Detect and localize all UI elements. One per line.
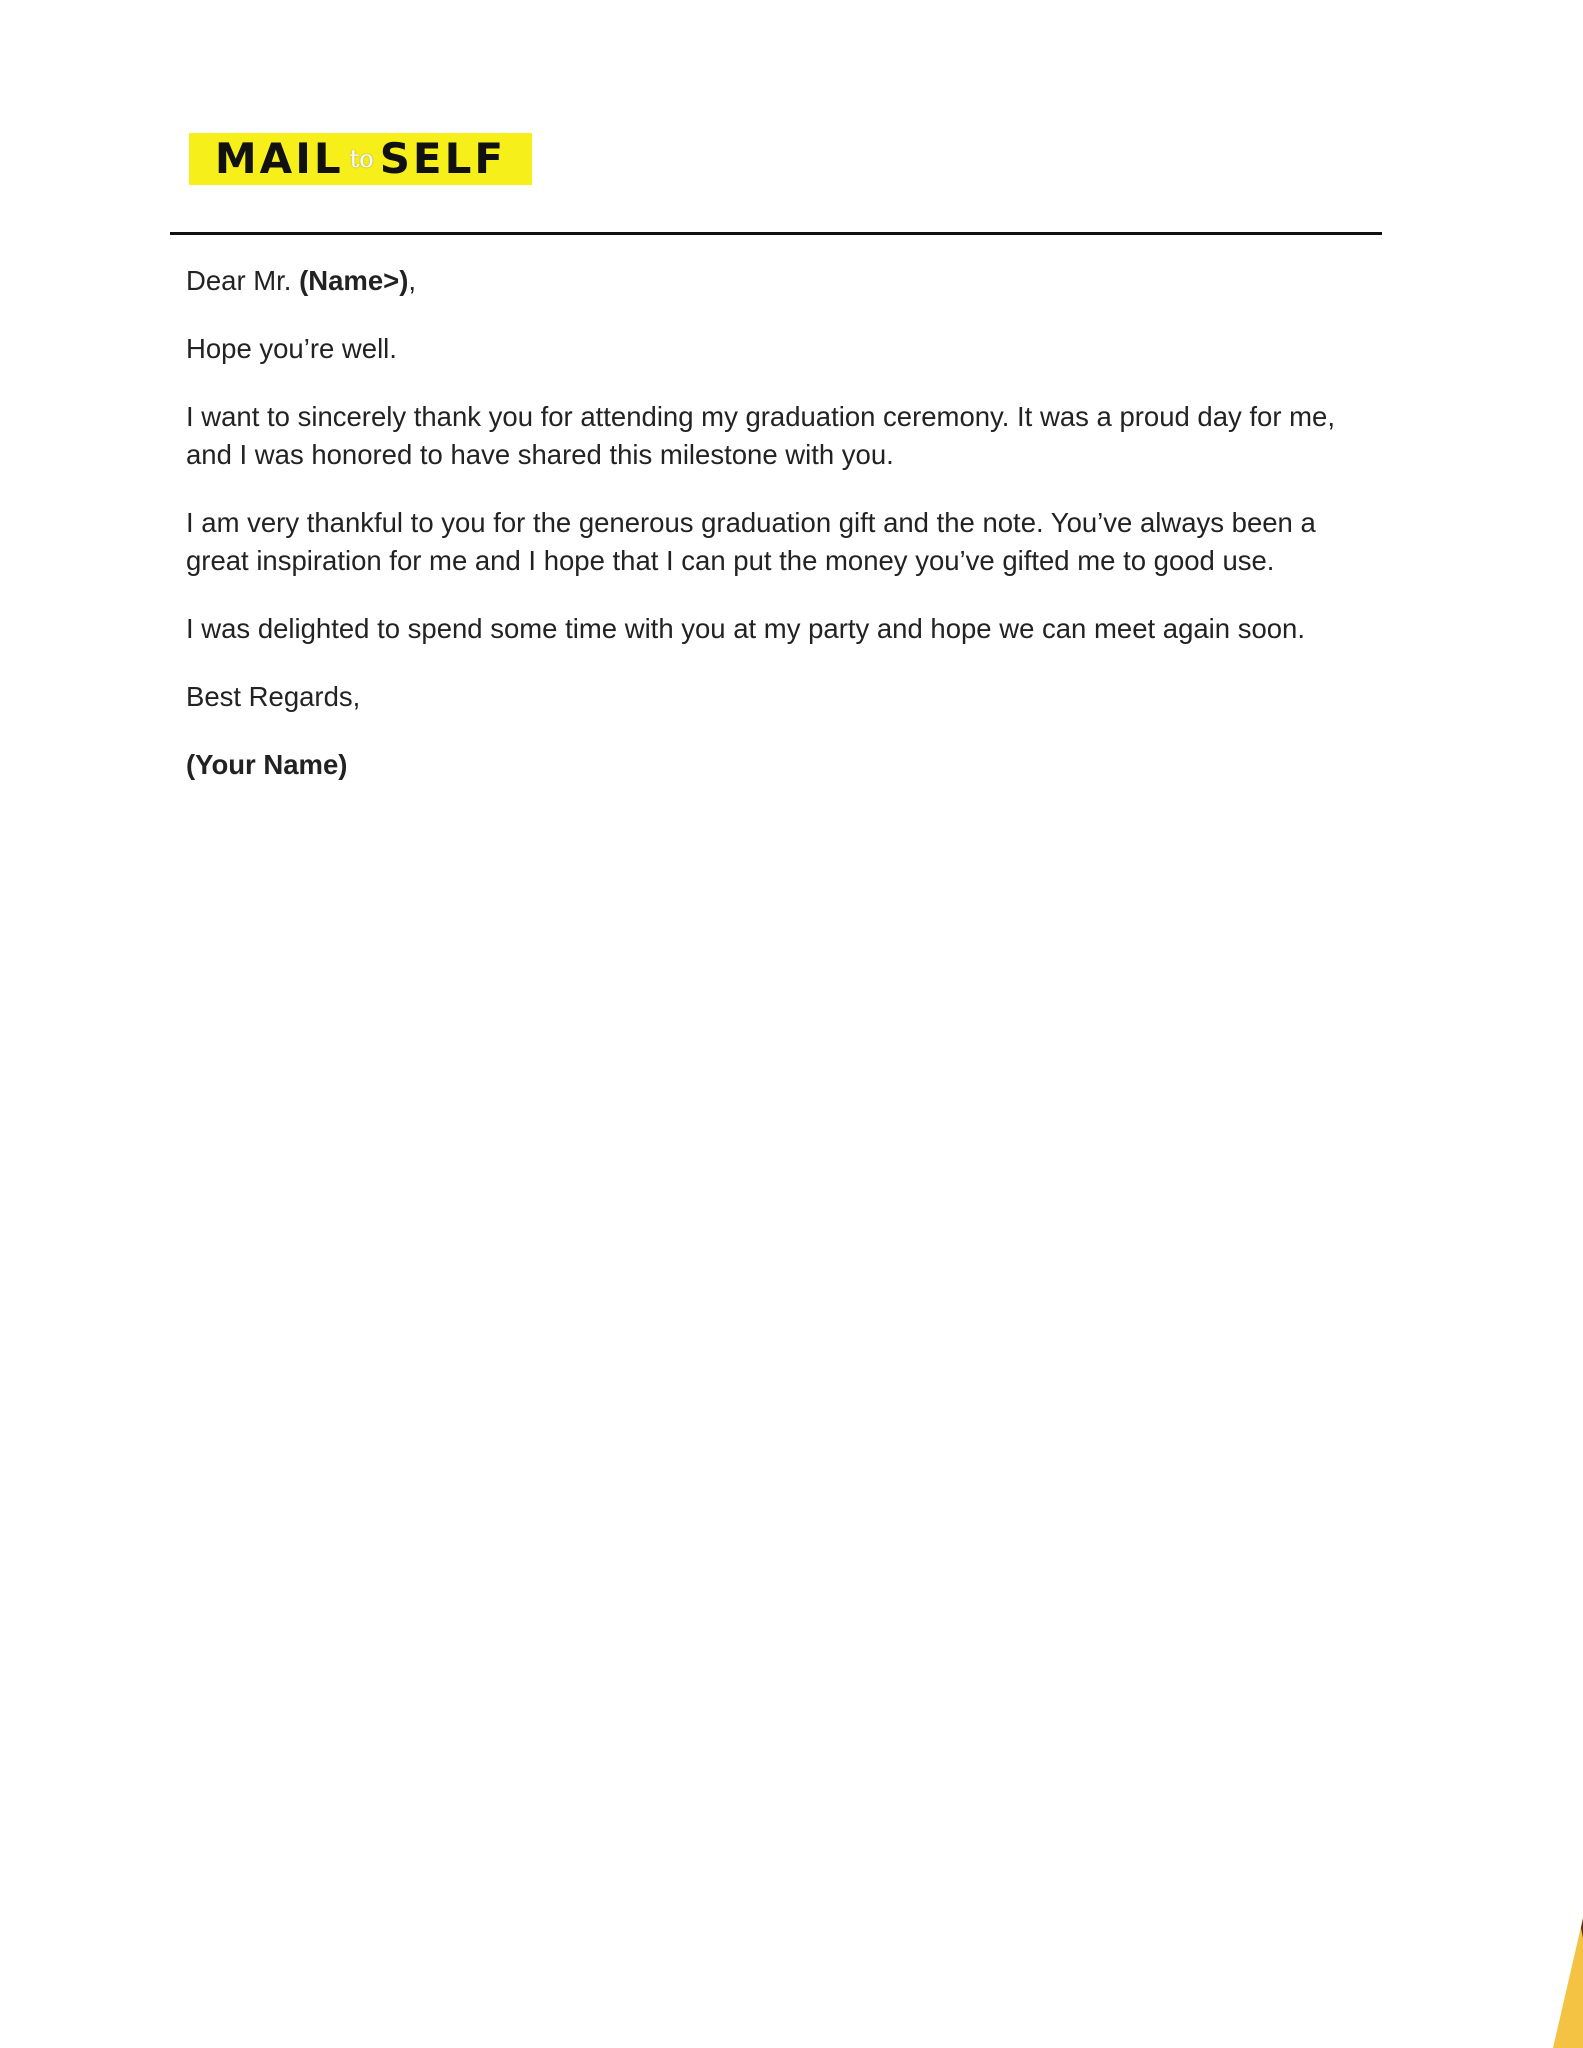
- signature-name: (Your Name): [186, 749, 348, 780]
- mailtoself-logo: [189, 133, 532, 185]
- salutation-suffix: ,: [408, 265, 416, 296]
- corner-decoration: [1543, 1898, 1583, 2048]
- logo-mail: MAIL: [214, 134, 344, 183]
- salutation-prefix: Dear Mr.: [186, 265, 300, 296]
- header-divider: [170, 232, 1382, 235]
- signature: [186, 746, 1386, 784]
- logo-self: SELF: [379, 134, 507, 183]
- letter-body: [186, 262, 1386, 814]
- logo-text: [215, 133, 506, 185]
- salutation: [186, 262, 1386, 300]
- paragraph-greeting: Hope you’re well.: [186, 333, 397, 364]
- paragraph-party: I was delighted to spend some time with you at my party and hope we can meet again soon.: [186, 613, 1305, 644]
- closing: Best Regards,: [186, 681, 361, 712]
- paragraph-thanks: I want to sincerely thank you for attending my graduation ceremony. It was a proud day for me, and I was honored to have shared this milestone with you.: [186, 401, 1335, 470]
- logo-to: to: [349, 145, 374, 173]
- recipient-name: (Name>): [299, 265, 409, 296]
- paragraph-gift: I am very thankful to you for the generous graduation gift and the note. You’ve always been a great inspiration for me and I hope that I can put the money you’ve gifted me to good use.: [186, 507, 1316, 576]
